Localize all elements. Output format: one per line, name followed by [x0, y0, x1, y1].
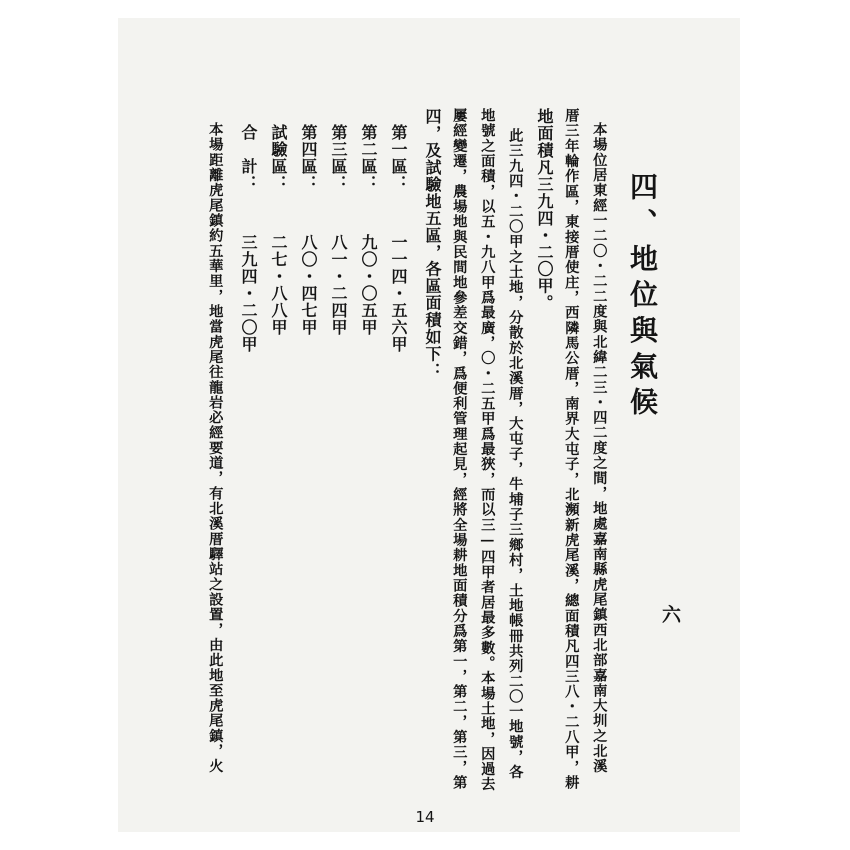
area-label-5: 試驗區： — [269, 124, 288, 192]
area-value-2: 九〇・〇五甲 — [359, 234, 378, 336]
area-value-total: 三九四・二〇甲 — [239, 234, 258, 353]
area-label-2: 第二區： — [359, 124, 378, 192]
paragraph-1-line-1: 本場位居東經一二〇・二二度與北緯二三・四二度之間，地處嘉南縣虎尾鎮西北部嘉南大圳之北溪 — [591, 122, 608, 774]
chinese-page-mark: 六 — [662, 604, 682, 626]
area-label-4: 第四區： — [299, 124, 318, 192]
section-heading: 四、地位與氣候 — [626, 172, 659, 423]
paragraph-1-line-2: 厝三年輪作區，東接厝使庄，西隣馬公厝，南界大屯子，北瀕新虎尾溪，總面積凡四三八・二八甲，耕 — [563, 108, 580, 791]
area-value-1: 一一四・五六甲 — [389, 234, 408, 353]
area-value-4: 八〇・四七甲 — [299, 234, 318, 336]
paragraph-2-line-1: 此三九四・二〇甲之土地，分散於北溪厝，大屯子，牛埔子三鄉村，土地帳冊共列二〇一地號，各 — [507, 128, 524, 780]
area-value-5: 二七・八八甲 — [269, 234, 288, 336]
paragraph-3-line-1: 本場距離虎尾鎮約五華里，地當虎尾往龍岩必經要道，有北溪厝驛站之設置，由此地至虎尾鎮，火 — [207, 122, 224, 774]
area-label-3: 第三區： — [329, 124, 348, 192]
area-value-3: 八一・二四甲 — [329, 234, 348, 336]
page-number: 14 — [415, 808, 435, 826]
paragraph-2-line-4: 四，及試驗地五區，各區面積如下： — [423, 108, 442, 380]
area-label-total: 合 計： — [239, 124, 258, 192]
paragraph-2-line-2: 地號之面積，以五・九八甲爲最廣，〇・二五甲爲最狹，而以三—四甲者居最多數。本場土地，因過去 — [479, 108, 496, 792]
paragraph-1-line-3: 地面積凡三九四・二〇甲。 — [535, 108, 554, 312]
paragraph-2-line-3: 屢經變遷，農場地與民間地參差交錯，爲便利管理起見，經將全場耕地面積分爲第一，第二，第三，第 — [451, 108, 468, 791]
area-label-1: 第一區： — [389, 124, 408, 192]
